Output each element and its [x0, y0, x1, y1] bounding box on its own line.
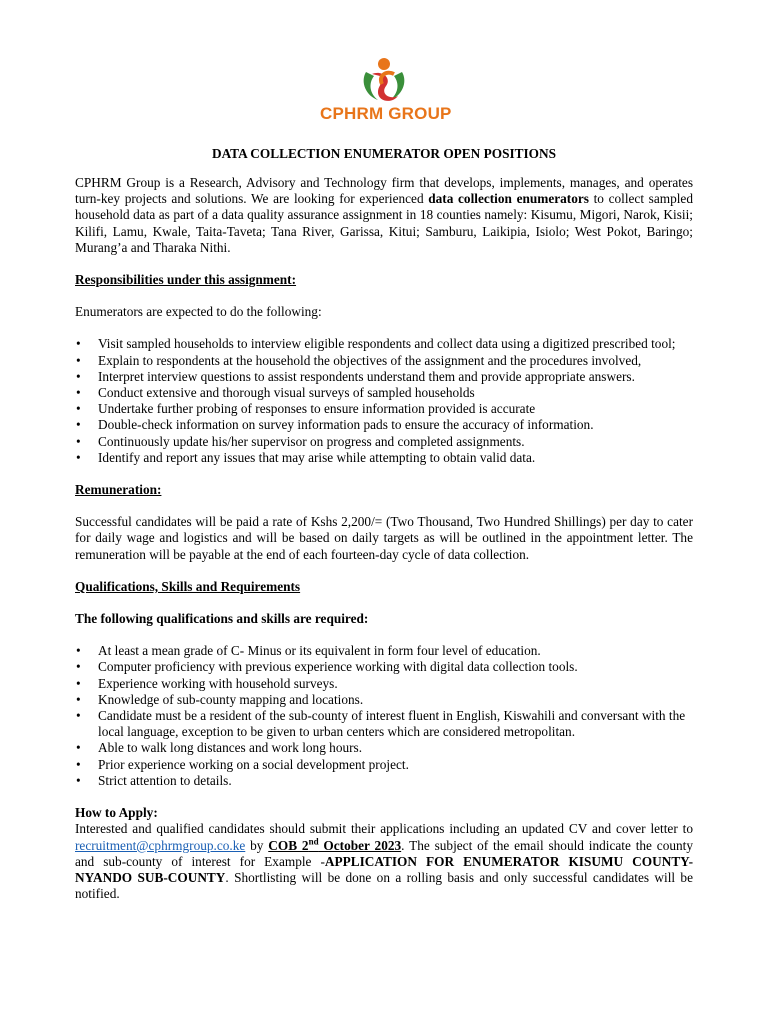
document-content — [75, 146, 693, 902]
company-logo — [314, 50, 454, 132]
list-item: • Candidate must be a resident of the sub-county of interest fluent in English, Kiswahili and conversant with the local language, exception to be given to urban centers which are considered metropolitan. — [75, 708, 693, 740]
apply-paragraph — [75, 821, 693, 902]
list-item: • Strict attention to details. — [75, 773, 693, 789]
intro-paragraph — [75, 175, 693, 256]
list-item: • Computer proficiency with previous experience working with digital data collection tools. — [75, 659, 693, 675]
list-item: • Able to walk long distances and work long hours. — [75, 740, 693, 756]
list-item: • Double-check information on survey information pads to ensure the accuracy of information. — [75, 417, 693, 433]
list-item: • At least a mean grade of C- Minus or its equivalent in form four level of education. — [75, 643, 693, 659]
responsibilities-heading: Responsibilities under this assignment: — [75, 272, 297, 288]
deadline-post: October 2023 — [318, 837, 402, 853]
deadline — [268, 838, 401, 853]
cphrm-logo-icon — [356, 56, 412, 106]
deadline-pre: COB 2 — [268, 837, 309, 853]
qualifications-list — [75, 643, 693, 789]
qualifications-subheading: The following qualifications and skills are required: — [75, 611, 369, 627]
list-item: • Prior experience working on a social development project. — [75, 757, 693, 773]
list-item: • Conduct extensive and thorough visual surveys of sampled households — [75, 385, 693, 401]
remuneration-heading: Remuneration: — [75, 482, 162, 498]
remuneration-text: Successful candidates will be paid a rate of Kshs 2,200/= (Two Thousand, Two Hundred Shillings) per day to cater for daily wage and logistics and will be based on daily targets as will be outlined in the appointment letter. The remuneration will be payable at the end of each fourteen-day cycle of data collection. — [75, 514, 693, 562]
apply-text-2: . The subject of the email should indicate the county and sub-county of interest for Example - — [75, 837, 693, 869]
list-item: • Experience working with household surveys. — [75, 676, 693, 692]
responsibilities-list — [75, 336, 693, 466]
list-item: • Knowledge of sub-county mapping and locations. — [75, 692, 693, 708]
list-item: • Identify and report any issues that may arise while attempting to obtain valid data. — [75, 450, 693, 466]
apply-by: by — [245, 837, 269, 853]
apply-text-1: Interested and qualified candidates should submit their applications including an updated CV and cover letter to — [75, 821, 693, 837]
list-item: • Explain to respondents at the household the objectives of the assignment and the procedures involved, — [75, 353, 693, 369]
page-title: DATA COLLECTION ENUMERATOR OPEN POSITIONS — [211, 146, 557, 161]
email-link[interactable]: recruitment@cphrmgroup.co.ke — [75, 837, 246, 853]
intro-text-1: CPHRM Group is a Research, Advisory and Technology firm that develops, implements, manages, and operates turn-key projects and solutions. We are looking for experienced — [75, 175, 693, 207]
logo-text: CPHRM GROUP — [320, 104, 452, 123]
responsibilities-lead: Enumerators are expected to do the following: — [75, 304, 322, 320]
intro-text-2: to collect sampled household data as part of a data quality assurance assignment in 18 counties namely: Kisumu, Migori, Narok, Kisii; Kilifi, Lamu, Kwale, Taita-Taveta; Tana River, Garissa, Kitui; Samburu, Laikipia, Isiolo; West Pokot, Baringo; Murang’a and Tharaka Nithi. — [75, 191, 693, 255]
apply-heading: How to Apply: — [75, 805, 158, 821]
subject-example: APPLICATION FOR ENUMERATOR KISUMU COUNTY-NYANDO SUB-COUNTY — [75, 853, 693, 885]
list-item: • Continuously update his/her supervisor on progress and completed assignments. — [75, 434, 693, 450]
list-item: • Interpret interview questions to assist respondents understand them and provide appropriate answers. — [75, 369, 693, 385]
deadline-sup: nd — [308, 836, 319, 847]
list-item: • Visit sampled households to interview eligible respondents and collect data using a digitized prescribed tool; — [75, 336, 693, 352]
apply-text-3: . Shortlisting will be done on a rolling basis and only successful candidates will be notified. — [75, 869, 693, 902]
list-item: • Undertake further probing of responses to ensure information provided is accurate — [75, 401, 693, 417]
intro-bold: data collection enumerators — [428, 191, 589, 207]
qualifications-heading: Qualifications, Skills and Requirements — [75, 578, 301, 594]
